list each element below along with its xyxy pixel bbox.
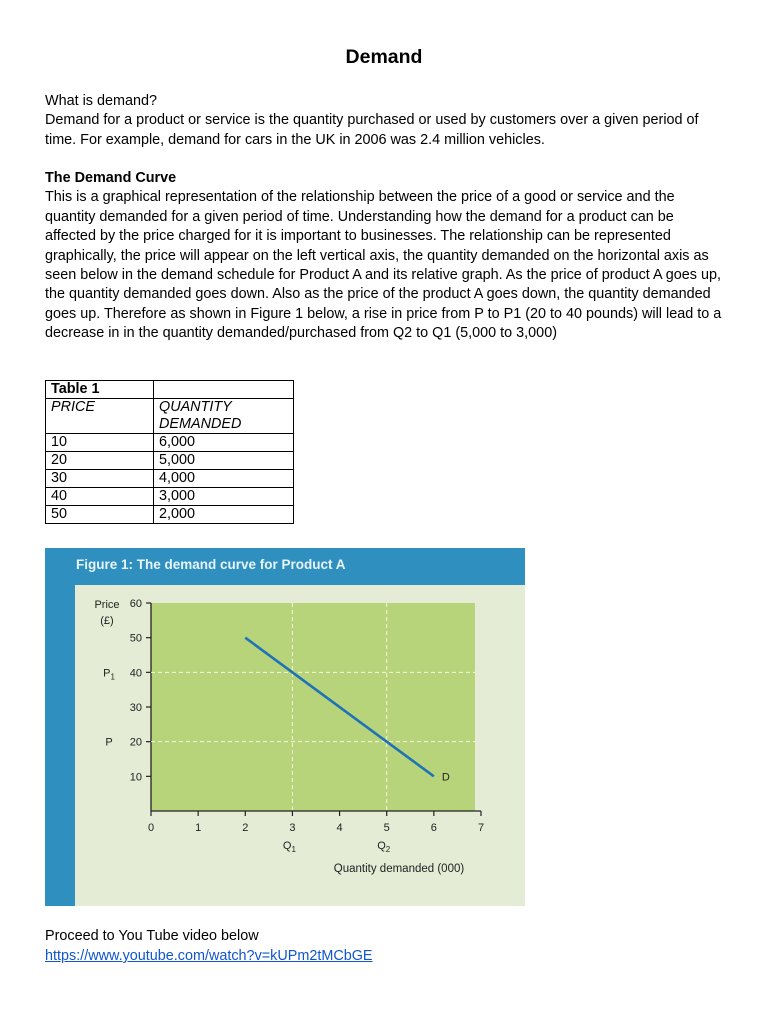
demand-curve-section <box>45 169 725 344</box>
y-tick-label: 40 <box>129 667 142 680</box>
x-tick-label: 6 <box>430 822 437 834</box>
price-cell: 20 <box>46 452 154 470</box>
table-row <box>46 452 294 470</box>
demand-curve-figure <box>45 548 525 906</box>
y-tick-label: 20 <box>129 736 142 749</box>
quantity-cell: 6,000 <box>154 434 294 452</box>
video-link[interactable]: https://www.youtube.com/watch?v=kUPm2tMCbGE <box>45 948 373 964</box>
quantity-cell: 4,000 <box>154 470 294 488</box>
table-caption: Table 1 <box>46 381 154 399</box>
intro-block <box>45 92 725 150</box>
x-tick-label: 4 <box>336 822 343 834</box>
price-cell: 40 <box>46 488 154 506</box>
x-tick-label: 3 <box>289 822 296 834</box>
y-tick-label: 50 <box>129 632 142 645</box>
table-header-price: PRICE <box>46 399 154 434</box>
table-row <box>46 470 294 488</box>
intro-text: Demand for a product or service is the quantity purchased or used by customers over a given period of time. For example, demand for cars in the UK in 2006 was 2.4 million vehicles. <box>45 112 699 148</box>
x-tick-label: 2 <box>242 822 249 834</box>
quantity-cell: 2,000 <box>154 506 294 524</box>
table-row <box>46 434 294 452</box>
plot-area <box>151 603 475 811</box>
price-cell: 50 <box>46 506 154 524</box>
demand-curve-chart <box>45 548 525 906</box>
x-tick-label: 1 <box>195 822 202 834</box>
x-tick-label: 0 <box>147 822 155 834</box>
figure-title: Figure 1: The demand curve for Product A <box>76 557 346 572</box>
price-cell: 10 <box>46 434 154 452</box>
intro-question: What is demand? <box>45 93 157 109</box>
section-heading: The Demand Curve <box>45 170 177 186</box>
price-annotation-label: P <box>105 736 113 749</box>
footer-block <box>45 926 373 966</box>
price-cell: 30 <box>46 470 154 488</box>
table-header-row <box>46 399 294 434</box>
y-axis-label: Price (£) <box>94 599 120 627</box>
table-caption-empty-cell <box>154 381 294 399</box>
table-row <box>46 506 294 524</box>
quantity-cell: 5,000 <box>154 452 294 470</box>
table-caption-row <box>46 381 294 399</box>
price-annotation-label: $P_1$ <box>103 667 115 682</box>
page-title: Demand <box>345 46 423 68</box>
x-axis-label: Quantity demanded (000) <box>333 863 465 875</box>
section-text: This is a graphical representation of the relationship between the price of a good or service and the quantity demanded for a given period of time. Understanding how the demand for a product can be affected by the price charged for it is important to businesses. The relationship can be represented graphically, the price will appear on the left vertical axis, the quantity demanded on the horizontal axis as seen below in the demand schedule for Product A and its relative graph. As the price of product A goes up, the quantity demanded goes down. Also as the price of the product A goes down, the quantity demanded goes up. Therefore as shown in Figure 1 below, a rise in price from P to P1 (20 to 40 pounds) will lead to a decrease in in the quantity demanded/purchased from Q2 to Q1 (5,000 to 3,000) <box>45 189 722 342</box>
y-tick-label: 60 <box>129 598 142 610</box>
x-tick-label: 7 <box>477 822 485 834</box>
quantity-annotation-label: $Q_1$ <box>282 840 296 854</box>
series-label: D <box>441 771 450 784</box>
table-row <box>46 488 294 506</box>
y-tick-label: 10 <box>129 771 142 784</box>
y-tick-label: 30 <box>129 702 142 714</box>
x-tick-label: 5 <box>383 822 390 834</box>
quantity-cell: 3,000 <box>154 488 294 506</box>
table-header-quantity: QUANTITY DEMANDED <box>154 399 294 434</box>
proceed-text: Proceed to You Tube video below <box>45 928 259 944</box>
quantity-annotation-label: $Q_2$ <box>377 840 391 854</box>
demand-schedule-table <box>45 380 294 524</box>
